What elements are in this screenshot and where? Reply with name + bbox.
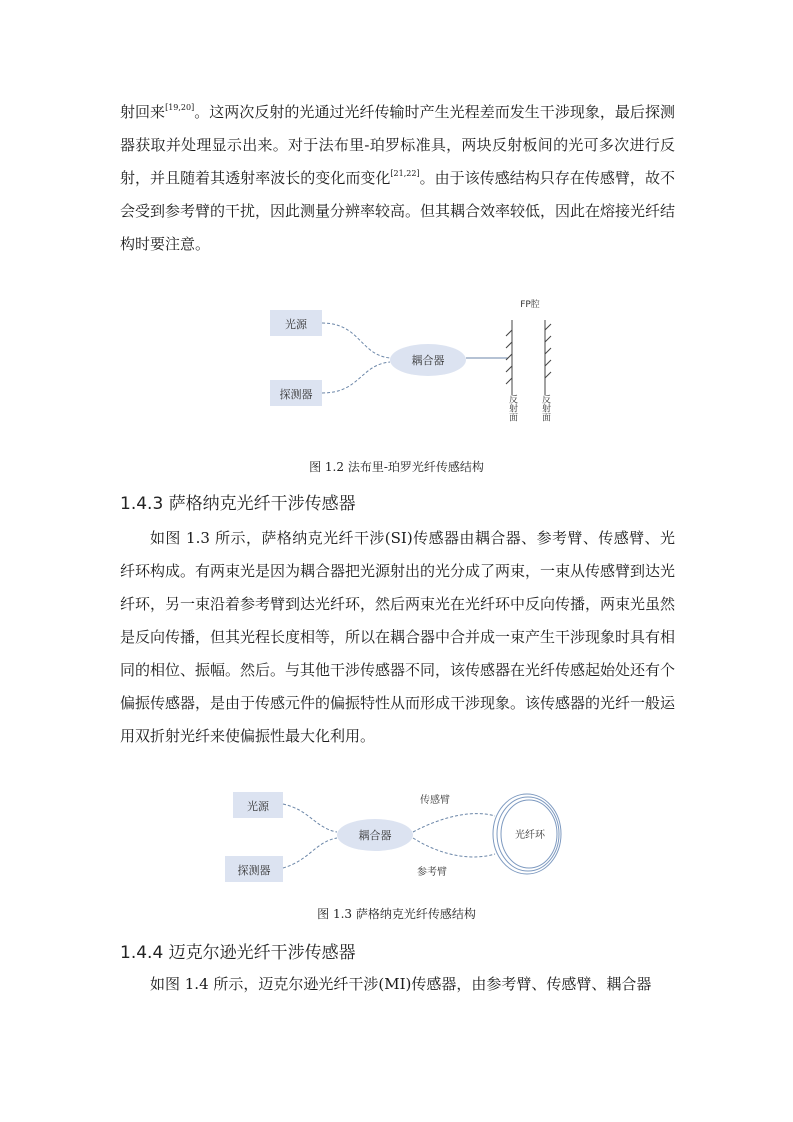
source-label: 光源	[247, 800, 269, 813]
sensing-arm-label: 传感臂	[420, 795, 450, 806]
fiber-detector	[322, 362, 390, 393]
loop-label: 光纤环	[515, 830, 545, 841]
section-heading-1-4-4: 1.4.4 迈克尔逊光纤干涉传感器	[120, 943, 356, 963]
section-heading-1-4-3: 1.4.3 萨格纳克光纤干涉传感器	[120, 494, 356, 514]
figure-sagnac-structure	[225, 780, 585, 890]
text-run: 。这两次反射的光通过光纤传输时产生光程差而发生干涉现象，最后探测器获取并处理显示出来。对于法布里-珀罗标准具，两块反射板间的光可多次进行反射，并且随着其透射率波长的变化而变化	[120, 103, 675, 187]
text-run: 。由于该传感结构只存在传感臂，故不会受到参考臂的干扰，因此测量分辨率较高。但其耦合效率较低，因此在熔接光纤结构时要注意。	[120, 169, 676, 253]
source-label: 光源	[285, 318, 307, 331]
paragraph-sagnac-description: 如图 1.3 所示，萨格纳克光纤干涉(SI)传感器由耦合器、参考臂、传感臂、光纤环构成。有两束光是因为耦合器把光源射出的光分成了两束，一束从传感臂到达光纤环，另一束沿着参考臂到达光纤环，然后两束光在光纤环中反向传播，两束光虽然是反向传播，但其光程长度相等，所以在耦合器中合并成一束产生干涉现象时具有相同的相位、振幅。然后。与其他干涉传感器不同，该传感器在光纤传感起始处还有个偏振传感器，是由于传感元件的偏振特性从而形成干涉现象。该传感器的光纤一般运用双折射光纤来使偏振性最大化利用。	[120, 529, 676, 745]
reference-arm-label: 参考臂	[417, 867, 447, 878]
reference-arm-fiber	[413, 838, 495, 857]
mirror2-label: 反射面	[540, 394, 550, 422]
figure-fp-structure	[260, 290, 570, 435]
detector-label: 探测器	[279, 388, 313, 401]
paragraph-fp-description	[120, 96, 675, 261]
fiber-detector	[283, 838, 337, 868]
cavity-label: FP腔	[520, 300, 540, 310]
coupler-label: 耦合器	[411, 354, 445, 367]
citation-ref: [21,22]	[390, 169, 420, 178]
mirror1-label: 反射面	[507, 394, 517, 422]
sensing-arm-fiber	[413, 814, 495, 832]
coupler-label: 耦合器	[358, 829, 392, 842]
mirror-hatching	[506, 324, 551, 384]
fiber-source	[283, 804, 337, 832]
fiber-source	[322, 323, 390, 358]
text-run: 射回来	[120, 103, 166, 121]
citation-ref: [19,20]	[165, 103, 195, 112]
detector-label: 探测器	[237, 864, 271, 877]
paragraph-michelson-description: 如图 1.4 所示，迈克尔逊光纤干涉(MI)传感器，由参考臂、传感臂、耦合器	[150, 975, 652, 993]
figure-caption-1-2: 图 1.2 法布里-珀罗光纤传感结构	[309, 460, 484, 474]
figure-caption-1-3: 图 1.3 萨格纳克光纤传感结构	[317, 907, 476, 921]
